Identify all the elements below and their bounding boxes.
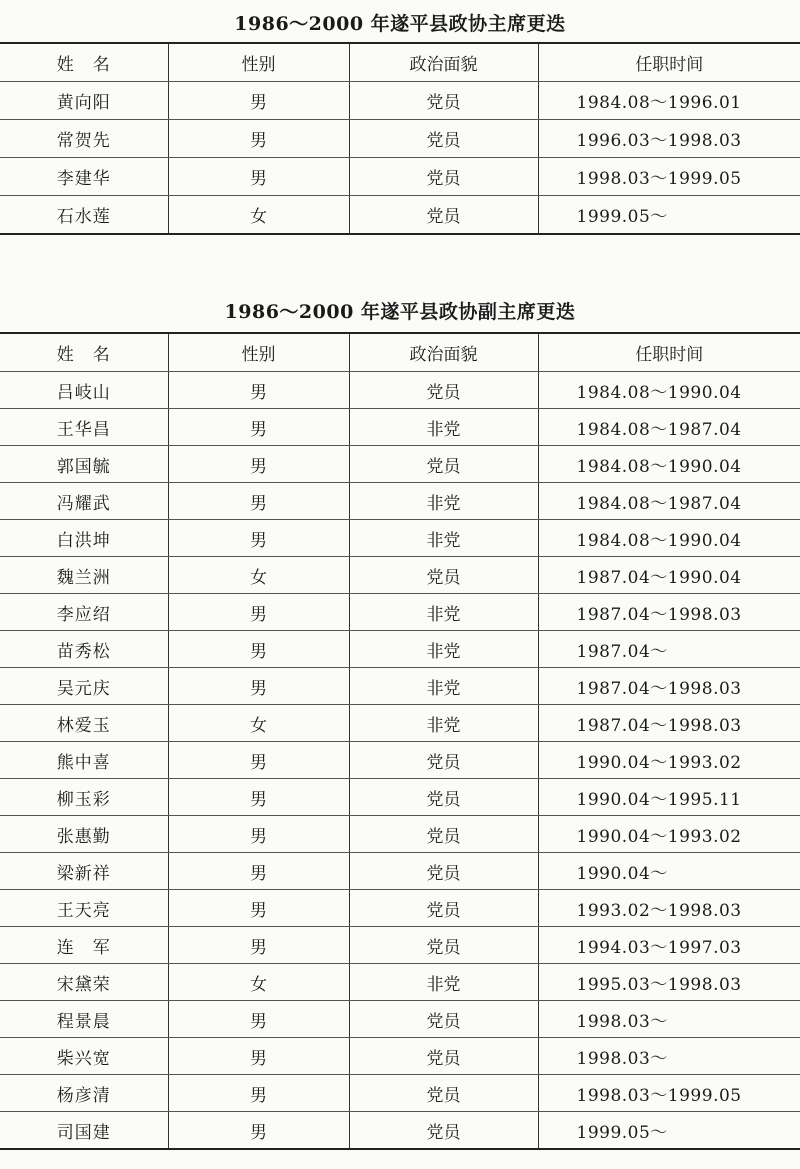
- cell-party: 非党: [349, 631, 538, 668]
- chairman-table: [0, 42, 800, 235]
- header-term: 任职时间: [538, 43, 800, 82]
- cell-gender: 男: [168, 816, 349, 853]
- cell-term: 1993.02～1998.03: [538, 890, 800, 927]
- table-row: [0, 594, 800, 631]
- cell-term: 1987.04～1990.04: [538, 557, 800, 594]
- cell-gender: 男: [168, 890, 349, 927]
- table-row: [0, 853, 800, 890]
- cell-name: 黄向阳: [0, 82, 168, 120]
- cell-term: 1987.04～1998.03: [538, 594, 800, 631]
- cell-name: 连 军: [0, 927, 168, 964]
- cell-name: 吴元庆: [0, 668, 168, 705]
- table-row: [0, 1075, 800, 1112]
- cell-gender: 男: [168, 668, 349, 705]
- cell-gender: 男: [168, 594, 349, 631]
- table-row: [0, 483, 800, 520]
- header-party: 政治面貌: [349, 333, 538, 372]
- cell-gender: 女: [168, 557, 349, 594]
- table-row: [0, 120, 800, 158]
- cell-name: 林爱玉: [0, 705, 168, 742]
- cell-party: 党员: [349, 1001, 538, 1038]
- cell-name: 吕岐山: [0, 372, 168, 409]
- cell-party: 党员: [349, 779, 538, 816]
- table-header-row: [0, 43, 800, 82]
- vice-chairman-table-title: 1986～2000 年遂平县政协副主席更迭: [224, 301, 576, 323]
- vice-chairman-table: [0, 332, 800, 1150]
- table-row: [0, 557, 800, 594]
- cell-party: 非党: [349, 409, 538, 446]
- cell-party: 党员: [349, 890, 538, 927]
- cell-term: 1987.04～: [538, 631, 800, 668]
- cell-term: 1984.08～1996.01: [538, 82, 800, 120]
- cell-term: 1999.05～: [538, 1112, 800, 1150]
- cell-term: 1984.08～1987.04: [538, 483, 800, 520]
- cell-term: 1984.08～1987.04: [538, 409, 800, 446]
- cell-name: 司国建: [0, 1112, 168, 1150]
- cell-term: 1984.08～1990.04: [538, 446, 800, 483]
- cell-name: 石水莲: [0, 196, 168, 235]
- cell-party: 党员: [349, 372, 538, 409]
- cell-term: 1990.04～1993.02: [538, 742, 800, 779]
- cell-name: 王华昌: [0, 409, 168, 446]
- cell-party: 非党: [349, 668, 538, 705]
- cell-gender: 女: [168, 196, 349, 235]
- table-header-row: [0, 333, 800, 372]
- cell-term: 1984.08～1990.04: [538, 520, 800, 557]
- cell-term: 1995.03～1998.03: [538, 964, 800, 1001]
- cell-gender: 男: [168, 853, 349, 890]
- cell-name: 苗秀松: [0, 631, 168, 668]
- cell-party: 党员: [349, 927, 538, 964]
- cell-name: 柴兴宽: [0, 1038, 168, 1075]
- cell-gender: 男: [168, 1112, 349, 1150]
- table-row: [0, 816, 800, 853]
- cell-term: 1990.04～: [538, 853, 800, 890]
- cell-party: 非党: [349, 705, 538, 742]
- table-row: [0, 779, 800, 816]
- cell-party: 党员: [349, 196, 538, 235]
- table-row: [0, 196, 800, 235]
- table-row: [0, 158, 800, 196]
- table-row: [0, 890, 800, 927]
- cell-term: 1998.03～1999.05: [538, 1075, 800, 1112]
- table-row: [0, 1038, 800, 1075]
- table-row: [0, 631, 800, 668]
- cell-gender: 男: [168, 446, 349, 483]
- cell-term: 1998.03～1999.05: [538, 158, 800, 196]
- cell-gender: 女: [168, 705, 349, 742]
- cell-name: 王天亮: [0, 890, 168, 927]
- table-row: [0, 927, 800, 964]
- table-row: [0, 964, 800, 1001]
- cell-party: 非党: [349, 594, 538, 631]
- cell-gender: 男: [168, 372, 349, 409]
- cell-name: 郭国毓: [0, 446, 168, 483]
- cell-gender: 男: [168, 927, 349, 964]
- cell-party: 非党: [349, 964, 538, 1001]
- table-row: [0, 82, 800, 120]
- cell-gender: 男: [168, 409, 349, 446]
- cell-term: 1998.03～: [538, 1038, 800, 1075]
- cell-party: 党员: [349, 742, 538, 779]
- cell-gender: 男: [168, 158, 349, 196]
- header-party: 政治面貌: [349, 43, 538, 82]
- table-row: [0, 520, 800, 557]
- cell-gender: 男: [168, 1038, 349, 1075]
- cell-party: 党员: [349, 158, 538, 196]
- cell-party: 党员: [349, 1038, 538, 1075]
- cell-term: 1984.08～1990.04: [538, 372, 800, 409]
- table-row: [0, 409, 800, 446]
- cell-name: 魏兰洲: [0, 557, 168, 594]
- cell-party: 党员: [349, 816, 538, 853]
- header-name: 姓 名: [0, 43, 168, 82]
- cell-party: 非党: [349, 483, 538, 520]
- table-row: [0, 1001, 800, 1038]
- cell-party: 党员: [349, 1075, 538, 1112]
- cell-name: 程景晨: [0, 1001, 168, 1038]
- cell-name: 常贺先: [0, 120, 168, 158]
- cell-party: 党员: [349, 1112, 538, 1150]
- cell-term: 1987.04～1998.03: [538, 668, 800, 705]
- cell-party: 党员: [349, 853, 538, 890]
- table-row: [0, 742, 800, 779]
- cell-party: 非党: [349, 520, 538, 557]
- cell-name: 李应绍: [0, 594, 168, 631]
- cell-term: 1987.04～1998.03: [538, 705, 800, 742]
- cell-term: 1994.03～1997.03: [538, 927, 800, 964]
- cell-gender: 男: [168, 520, 349, 557]
- header-gender: 性别: [168, 333, 349, 372]
- cell-gender: 男: [168, 120, 349, 158]
- header-term: 任职时间: [538, 333, 800, 372]
- header-gender: 性别: [168, 43, 349, 82]
- cell-party: 党员: [349, 82, 538, 120]
- header-name: 姓 名: [0, 333, 168, 372]
- cell-gender: 男: [168, 82, 349, 120]
- table-row: [0, 446, 800, 483]
- table-row: [0, 705, 800, 742]
- table-row: [0, 668, 800, 705]
- cell-gender: 男: [168, 742, 349, 779]
- cell-name: 宋黛荣: [0, 964, 168, 1001]
- cell-term: 1990.04～1995.11: [538, 779, 800, 816]
- table-row: [0, 372, 800, 409]
- cell-gender: 男: [168, 1001, 349, 1038]
- cell-name: 柳玉彩: [0, 779, 168, 816]
- cell-party: 党员: [349, 557, 538, 594]
- cell-term: 1996.03～1998.03: [538, 120, 800, 158]
- cell-name: 冯耀武: [0, 483, 168, 520]
- chairman-table-title: 1986～2000 年遂平县政协主席更迭: [234, 13, 566, 35]
- table-row: [0, 1112, 800, 1150]
- cell-name: 李建华: [0, 158, 168, 196]
- cell-name: 熊中喜: [0, 742, 168, 779]
- cell-party: 党员: [349, 446, 538, 483]
- cell-gender: 男: [168, 631, 349, 668]
- cell-name: 白洪坤: [0, 520, 168, 557]
- cell-name: 张惠勤: [0, 816, 168, 853]
- cell-gender: 男: [168, 779, 349, 816]
- cell-gender: 女: [168, 964, 349, 1001]
- cell-term: 1999.05～: [538, 196, 800, 235]
- cell-name: 梁新祥: [0, 853, 168, 890]
- cell-party: 党员: [349, 120, 538, 158]
- cell-name: 杨彦清: [0, 1075, 168, 1112]
- cell-term: 1990.04～1993.02: [538, 816, 800, 853]
- cell-gender: 男: [168, 1075, 349, 1112]
- cell-term: 1998.03～: [538, 1001, 800, 1038]
- cell-gender: 男: [168, 483, 349, 520]
